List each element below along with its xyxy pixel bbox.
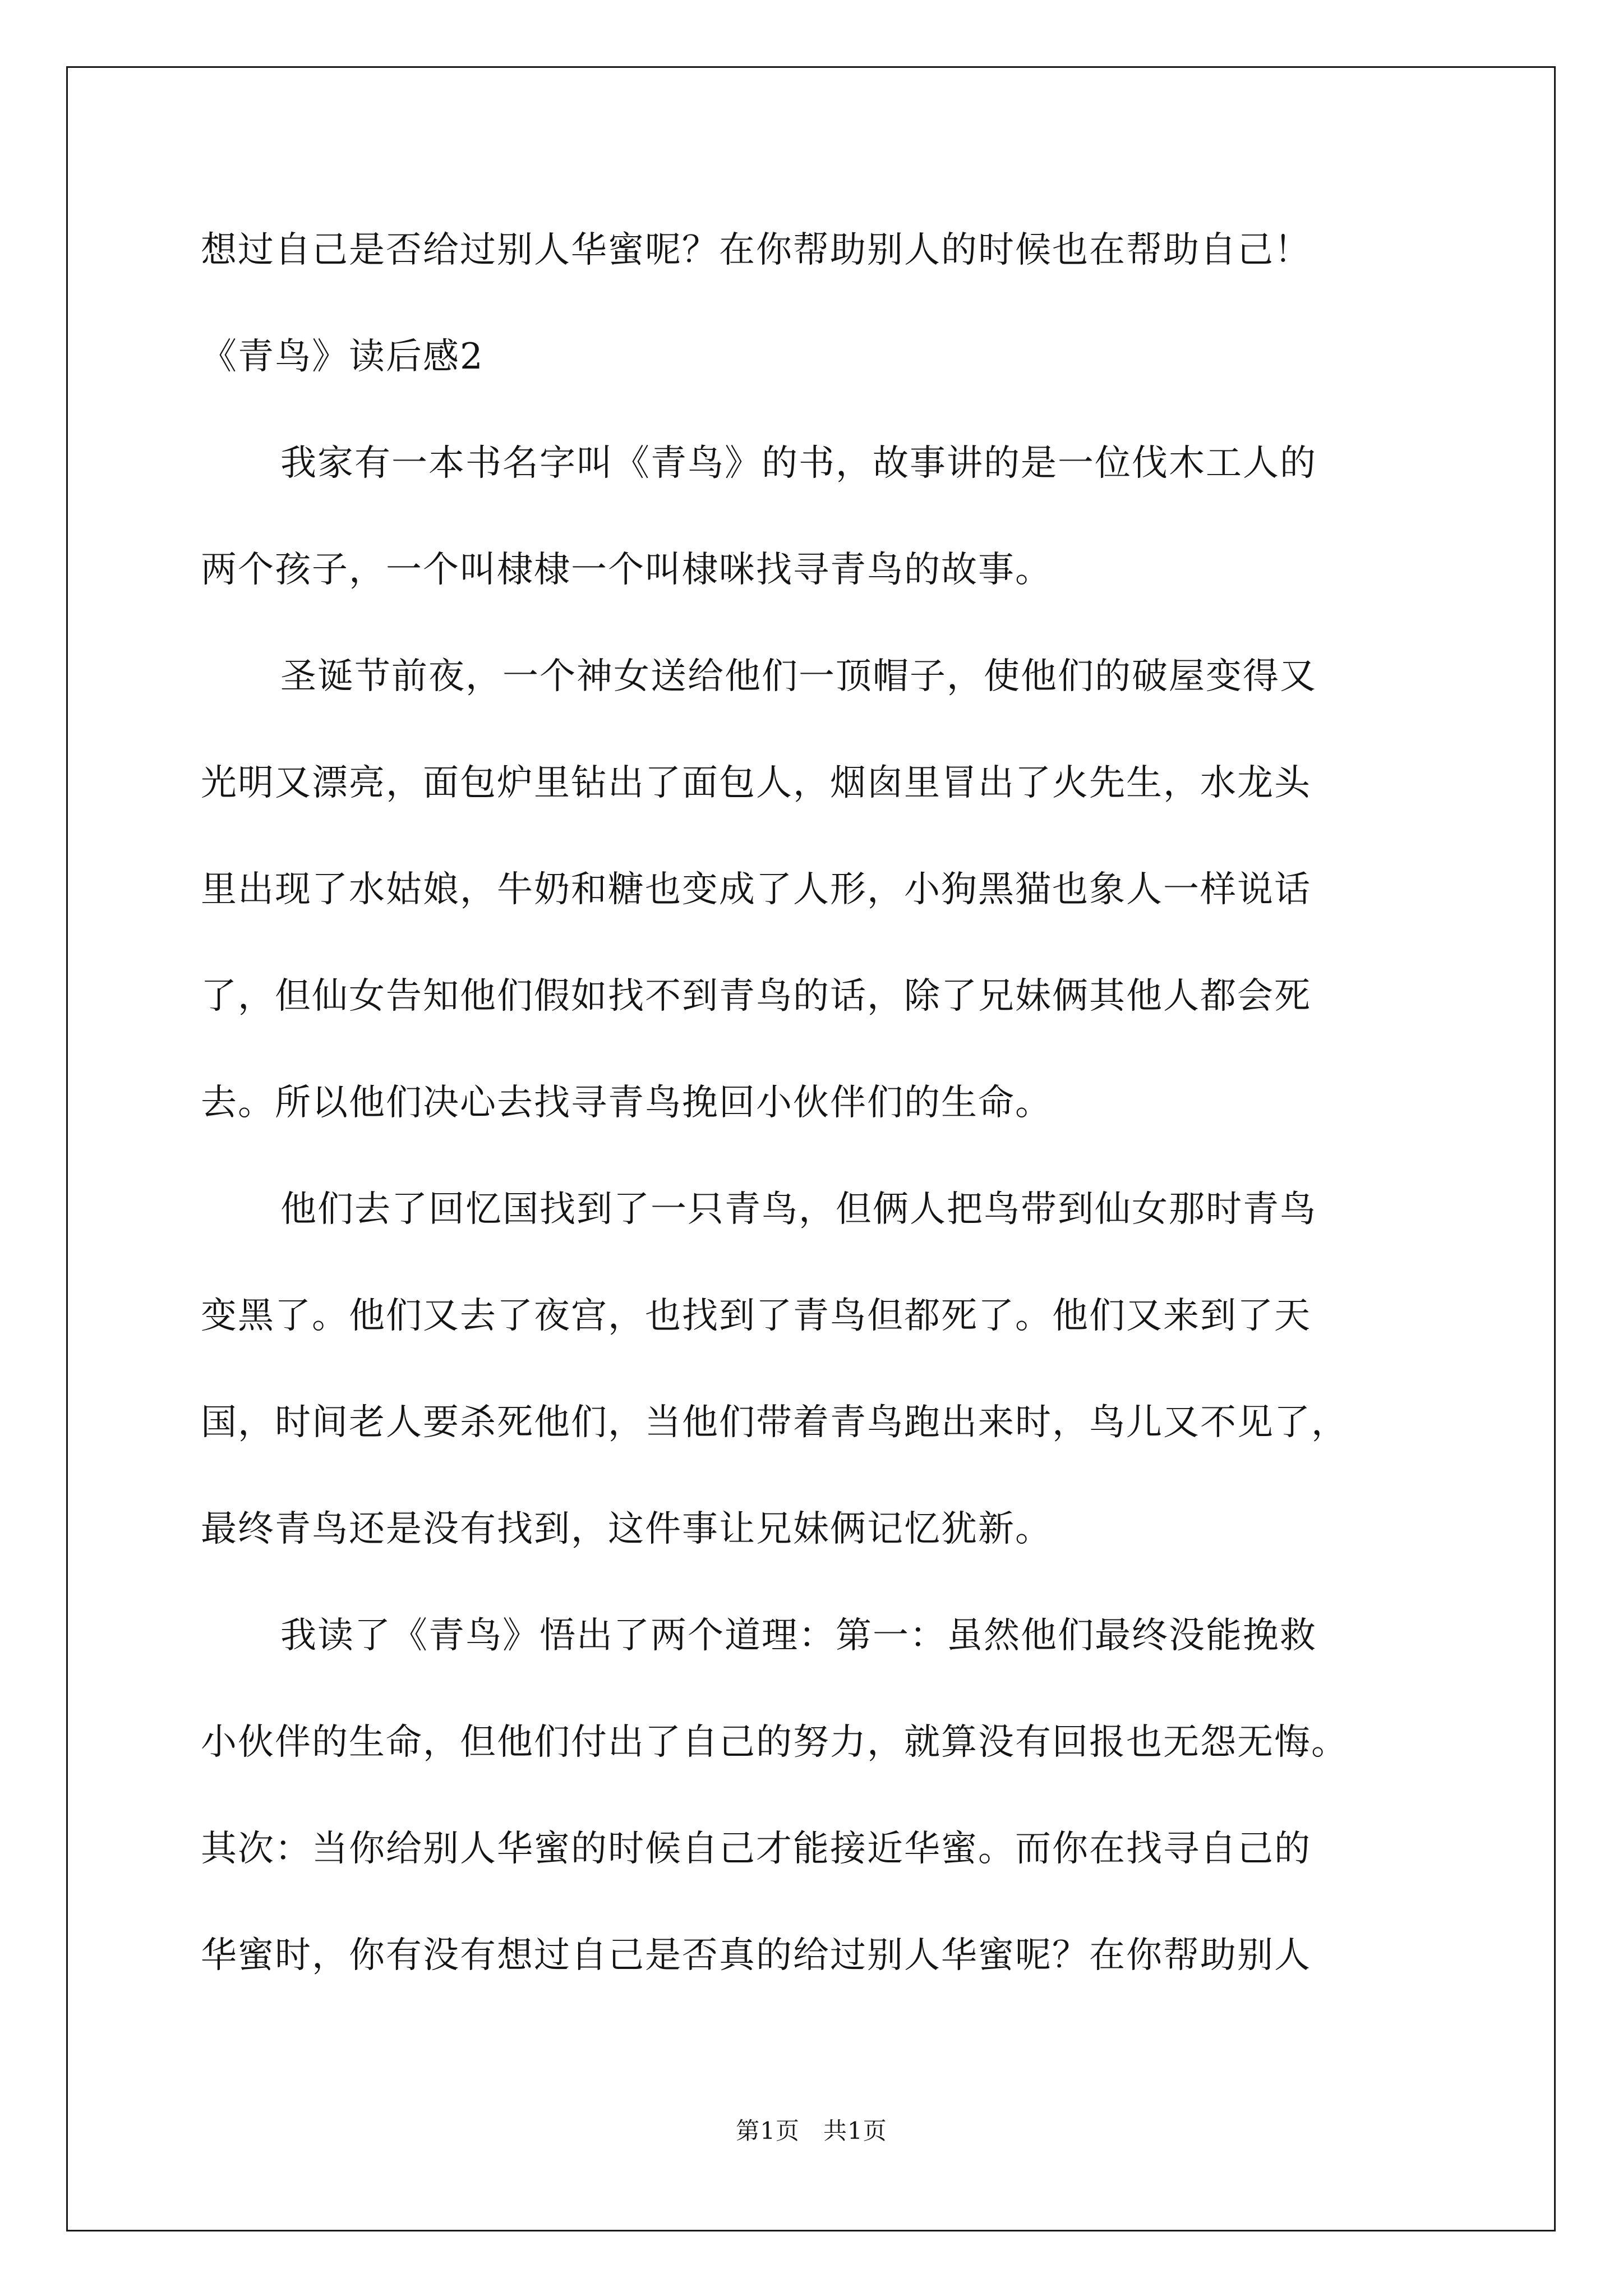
text-line: 最终青鸟还是没有找到，这件事让兄妹俩记忆犹新。 — [201, 1508, 1052, 1550]
page-total: 共1页 — [823, 2117, 887, 2145]
text-line: 我家有一本书名字叫《青鸟》的书，故事讲的是一位伐木工人的 — [280, 443, 1317, 484]
text-line: 我读了《青鸟》悟出了两个道理：第一：虽然他们最终没能挽救 — [280, 1615, 1317, 1657]
text-line: 去。所以他们决心去找寻青鸟挽回小伙伴们的生命。 — [201, 1082, 1052, 1124]
text-line: 圣诞节前夜，一个神女送给他们一顶帽子，使他们的破屋变得又 — [280, 656, 1317, 697]
section-heading: 《青鸟》读后感2 — [201, 336, 484, 378]
text-line: 两个孩子，一个叫棣棣一个叫棣咪找寻青鸟的故事。 — [201, 549, 1052, 591]
page-border — [66, 66, 1556, 2231]
text-line: 他们去了回忆国找到了一只青鸟，但俩人把鸟带到仙女那时青鸟 — [280, 1189, 1317, 1230]
text-line: 光明又漂亮，面包炉里钻出了面包人，烟囱里冒出了火先生，水龙头 — [201, 762, 1311, 804]
text-line: 变黑了。他们又去了夜宫，也找到了青鸟但都死了。他们又来到了天 — [201, 1295, 1311, 1337]
text-line: 国，时间老人要杀死他们，当他们带着青鸟跑出来时，鸟儿又不见了， — [201, 1402, 1348, 1443]
text-line: 华蜜时，你有没有想过自己是否真的给过别人华蜜呢？在你帮助别人 — [201, 1935, 1311, 1976]
text-line: 里出现了水姑娘，牛奶和糖也变成了人形，小狗黑猫也象人一样说话 — [201, 869, 1311, 910]
text-line: 想过自己是否给过别人华蜜呢？在你帮助别人的时候也在帮助自己！ — [201, 229, 1311, 271]
text-line: 其次：当你给别人华蜜的时候自己才能接近华蜜。而你在找寻自己的 — [201, 1828, 1311, 1870]
page-number: 第1页 — [736, 2117, 800, 2145]
text-line: 了，但仙女告知他们假如找不到青鸟的话，除了兄妹俩其他人都会死 — [201, 976, 1311, 1017]
text-line: 小伙伴的生命，但他们付出了自己的努力，就算没有回报也无怨无悔。 — [201, 1722, 1348, 1763]
page-footer — [0, 2119, 1623, 2143]
